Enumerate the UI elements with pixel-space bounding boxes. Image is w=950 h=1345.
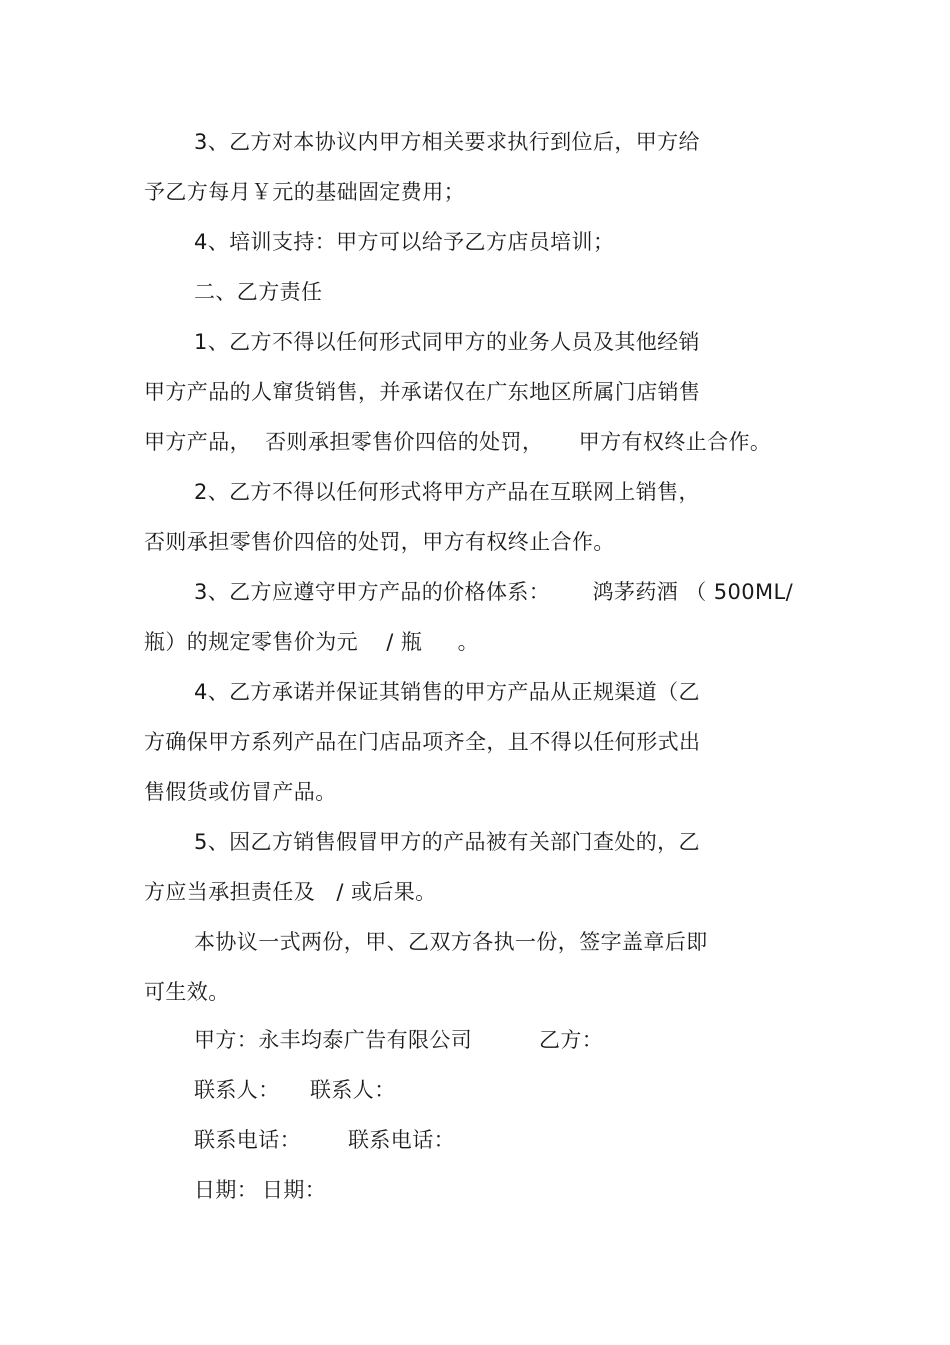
clause-b1-line2: 甲方产品的人窜货销售，并承诺仅在广东地区所属门店销售	[144, 380, 701, 404]
closing-line2: 可生效。	[144, 980, 230, 1004]
contact-b-label: 联系人：	[310, 1078, 396, 1102]
clause-b5-line2: 方应当承担责任及 / 或后果。	[144, 880, 437, 904]
clause-b2-line1: 2、乙方不得以任何形式将甲方产品在互联网上销售，	[194, 480, 700, 504]
section-heading-party-b: 二、乙方责任	[194, 280, 323, 304]
clause-a3-line2: 予乙方每月￥元的基础固定费用；	[144, 180, 465, 204]
party-a-label: 甲方：永丰均泰广告有限公司	[194, 1028, 473, 1052]
clause-b1-line3: 甲方产品， 否则承担零售价四倍的处罚， 甲方有权终止合作。	[144, 430, 772, 454]
party-b-label: 乙方：	[539, 1028, 604, 1052]
date-b-label: 日期：	[262, 1178, 327, 1202]
clause-b4-line1: 4、乙方承诺并保证其销售的甲方产品从正规渠道（乙	[194, 680, 700, 704]
clause-b2-line2: 否则承担零售价四倍的处罚，甲方有权终止合作。	[144, 530, 615, 554]
clause-b4-line2: 方确保甲方系列产品在门店品项齐全，且不得以任何形式出	[144, 730, 701, 754]
clause-a3-line1: 3、乙方对本协议内甲方相关要求执行到位后，甲方给	[194, 130, 700, 154]
clause-a4: 4、培训支持：甲方可以给予乙方店员培训；	[194, 230, 615, 254]
clause-b3-line1: 3、乙方应遵守甲方产品的价格体系： 鸿茅药酒 （ 500ML/	[194, 580, 794, 604]
clause-b1-line1: 1、乙方不得以任何形式同甲方的业务人员及其他经销	[194, 330, 700, 354]
date-a-label: 日期：	[194, 1178, 259, 1202]
clause-b5-line1: 5、因乙方销售假冒甲方的产品被有关部门查处的，乙	[194, 830, 700, 854]
phone-a-label: 联系电话：	[194, 1128, 301, 1152]
closing-line1: 本协议一式两份，甲、乙双方各执一份，签字盖章后即	[194, 930, 708, 954]
phone-b-label: 联系电话：	[348, 1128, 455, 1152]
clause-b3-line2: 瓶）的规定零售价为元 / 瓶 。	[144, 630, 480, 654]
contact-a-label: 联系人：	[194, 1078, 280, 1102]
clause-b4-line3: 售假货或仿冒产品。	[144, 780, 337, 804]
